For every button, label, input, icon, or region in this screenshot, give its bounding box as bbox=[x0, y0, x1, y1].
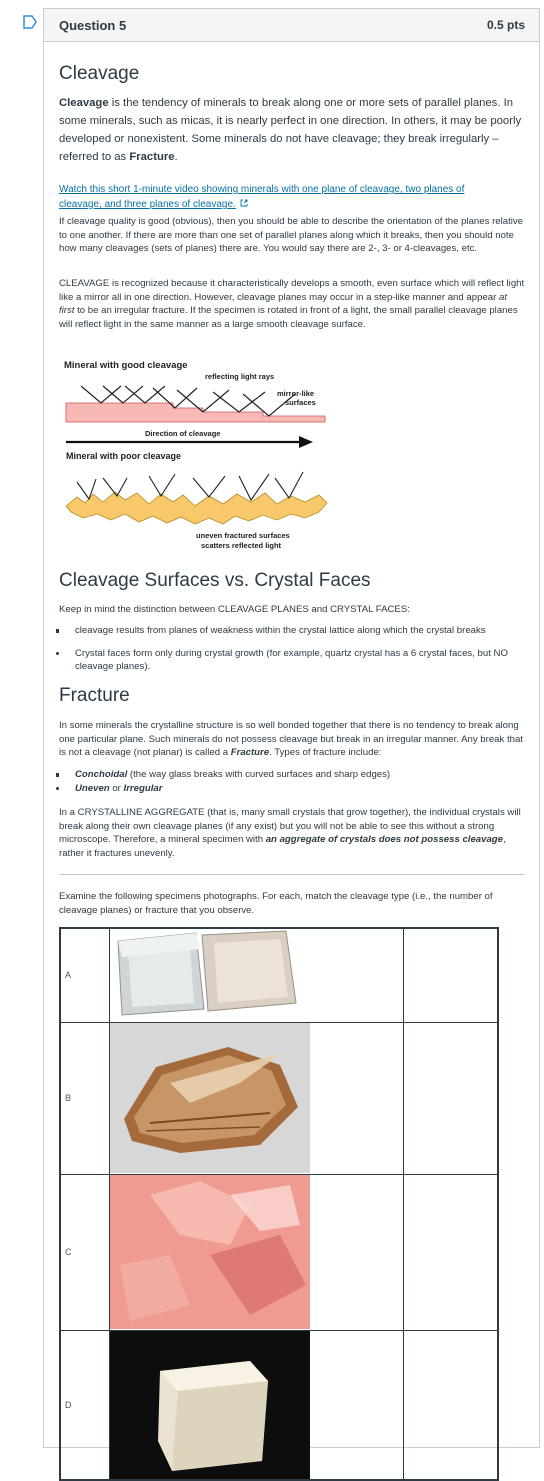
fracture-heading: Fracture bbox=[59, 685, 130, 706]
cleavage-quality-para: If cleavage quality is good (obvious), then you should be able to describe the orientation of the planes relative to one another. If there are more than one set of parallel planes along which it breaks, then you should note how many cleavages (sets of planes) there are. You would say there are 2-, 3- or 4-cleavages, etc. bbox=[59, 216, 523, 255]
video-link[interactable]: Watch this short 1-minute video showing minerals with one plane of cleavage, two planes of cleavage, and three planes of cleavage. bbox=[59, 184, 465, 210]
mica-sheets-photo bbox=[110, 1023, 310, 1173]
list-item: Crystal faces form only during crystal growth (for example, quartz crystal has a 6 crystal faces, but NO cleavage planes). bbox=[59, 647, 529, 674]
surfaces-list bbox=[59, 624, 529, 674]
question-points: 0.5 pts bbox=[486, 18, 525, 32]
video-link-para bbox=[59, 181, 499, 211]
answer-cell[interactable] bbox=[404, 1022, 499, 1174]
cleavage-intro: Cleavage is the tendency of minerals to break along one or more sets of parallel planes. In some minerals, such as micas, it is nearly perfect in one direction. In others, it may be poorly developed or nonexistent. Some minerals do not have cleavage; they break irregularly – referred to as Fracture. bbox=[59, 97, 522, 163]
specimen-label: C bbox=[60, 1174, 110, 1330]
specimen-label: D bbox=[60, 1330, 110, 1480]
surfaces-intro: Keep in mind the distinction between CLEAVAGE PLANES and CRYSTAL FACES: bbox=[59, 604, 410, 615]
table-row bbox=[60, 1330, 498, 1480]
question-header bbox=[44, 9, 539, 42]
specimen-table bbox=[59, 927, 499, 1481]
specimen-photo-cell bbox=[110, 1174, 404, 1330]
mirror-label-2: surfaces bbox=[285, 398, 316, 407]
section-divider bbox=[59, 874, 525, 875]
fracture-types-list bbox=[59, 768, 525, 795]
table-row bbox=[60, 1022, 498, 1174]
white-cleavage-block-photo bbox=[110, 1331, 310, 1479]
question-title: Question 5 bbox=[59, 18, 127, 33]
fracture-intro: In some minerals the crystalline structure is so well bonded together that there is no tendency to break along one particular plane. Such minerals do not possess cleavage but break in an irregular manner. Any break that is not a cleavage (not planar) is called a Fracture. Types of fracture include: bbox=[59, 720, 523, 759]
specimen-photo-cell bbox=[110, 1022, 404, 1174]
uneven-label-1: uneven fractured surfaces bbox=[196, 531, 290, 540]
table-row bbox=[60, 928, 498, 1022]
good-cleavage-label: Mineral with good cleavage bbox=[64, 360, 188, 371]
answer-cell[interactable] bbox=[404, 1330, 499, 1480]
list-item: Uneven or Irregular bbox=[59, 782, 525, 796]
rose-quartz-photo bbox=[110, 1175, 310, 1329]
cleavage-diagram bbox=[63, 356, 333, 551]
list-item: Conchoidal (the way glass breaks with curved surfaces and sharp edges) bbox=[59, 768, 525, 782]
bookmark-flag-icon[interactable] bbox=[23, 15, 37, 29]
calcite-rhombs-photo bbox=[110, 929, 310, 1021]
specimen-label: A bbox=[60, 928, 110, 1022]
specimen-label: B bbox=[60, 1022, 110, 1174]
uneven-label-2: scatters reflected light bbox=[201, 541, 282, 550]
rays-label: reflecting light rays bbox=[205, 372, 275, 381]
cleavage-recognized-para: CLEAVAGE is recognized because it characteristically develops a smooth, even surface which will reflect light like a mirror all in one direction. However, cleavage planes may occur in a step-like manner and appear at first to be an irregular fracture. If the specimen is rotated in front of a light, the small parallel cleavage planes will reflect light in the same manner as a large smooth cleavage surface. bbox=[59, 278, 525, 330]
external-link-icon bbox=[240, 199, 248, 207]
answer-cell[interactable] bbox=[404, 1174, 499, 1330]
direction-label: Direction of cleavage bbox=[145, 429, 221, 438]
answer-cell[interactable] bbox=[404, 928, 499, 1022]
specimen-photo-cell bbox=[110, 1330, 404, 1480]
specimen-photo-cell bbox=[110, 928, 404, 1022]
surfaces-heading: Cleavage Surfaces vs. Crystal Faces bbox=[59, 570, 371, 591]
mirror-label-1: mirror-like bbox=[277, 389, 315, 398]
cleavage-heading: Cleavage bbox=[59, 63, 140, 84]
table-row bbox=[60, 1174, 498, 1330]
list-item: cleavage results from planes of weakness within the crystal lattice along which the crystal breaks bbox=[59, 624, 529, 638]
poor-cleavage-label: Mineral with poor cleavage bbox=[66, 451, 182, 461]
question-card bbox=[43, 8, 540, 1448]
instructions-para: Examine the following specimens photographs. For each, match the cleavage type (i.e., the number of cleavage planes) or fracture that you observe. bbox=[59, 891, 493, 916]
aggregate-para: In a CRYSTALLINE AGGREGATE (that is, many small crystals that grow together), the individual crystals will break along their own cleavage planes (if any exist) but you will not be able to see this without a strong microscope. Therefore, a mineral specimen with an aggregate of crystals does not possess cleavage, rather it fractures unevenly. bbox=[59, 807, 521, 859]
